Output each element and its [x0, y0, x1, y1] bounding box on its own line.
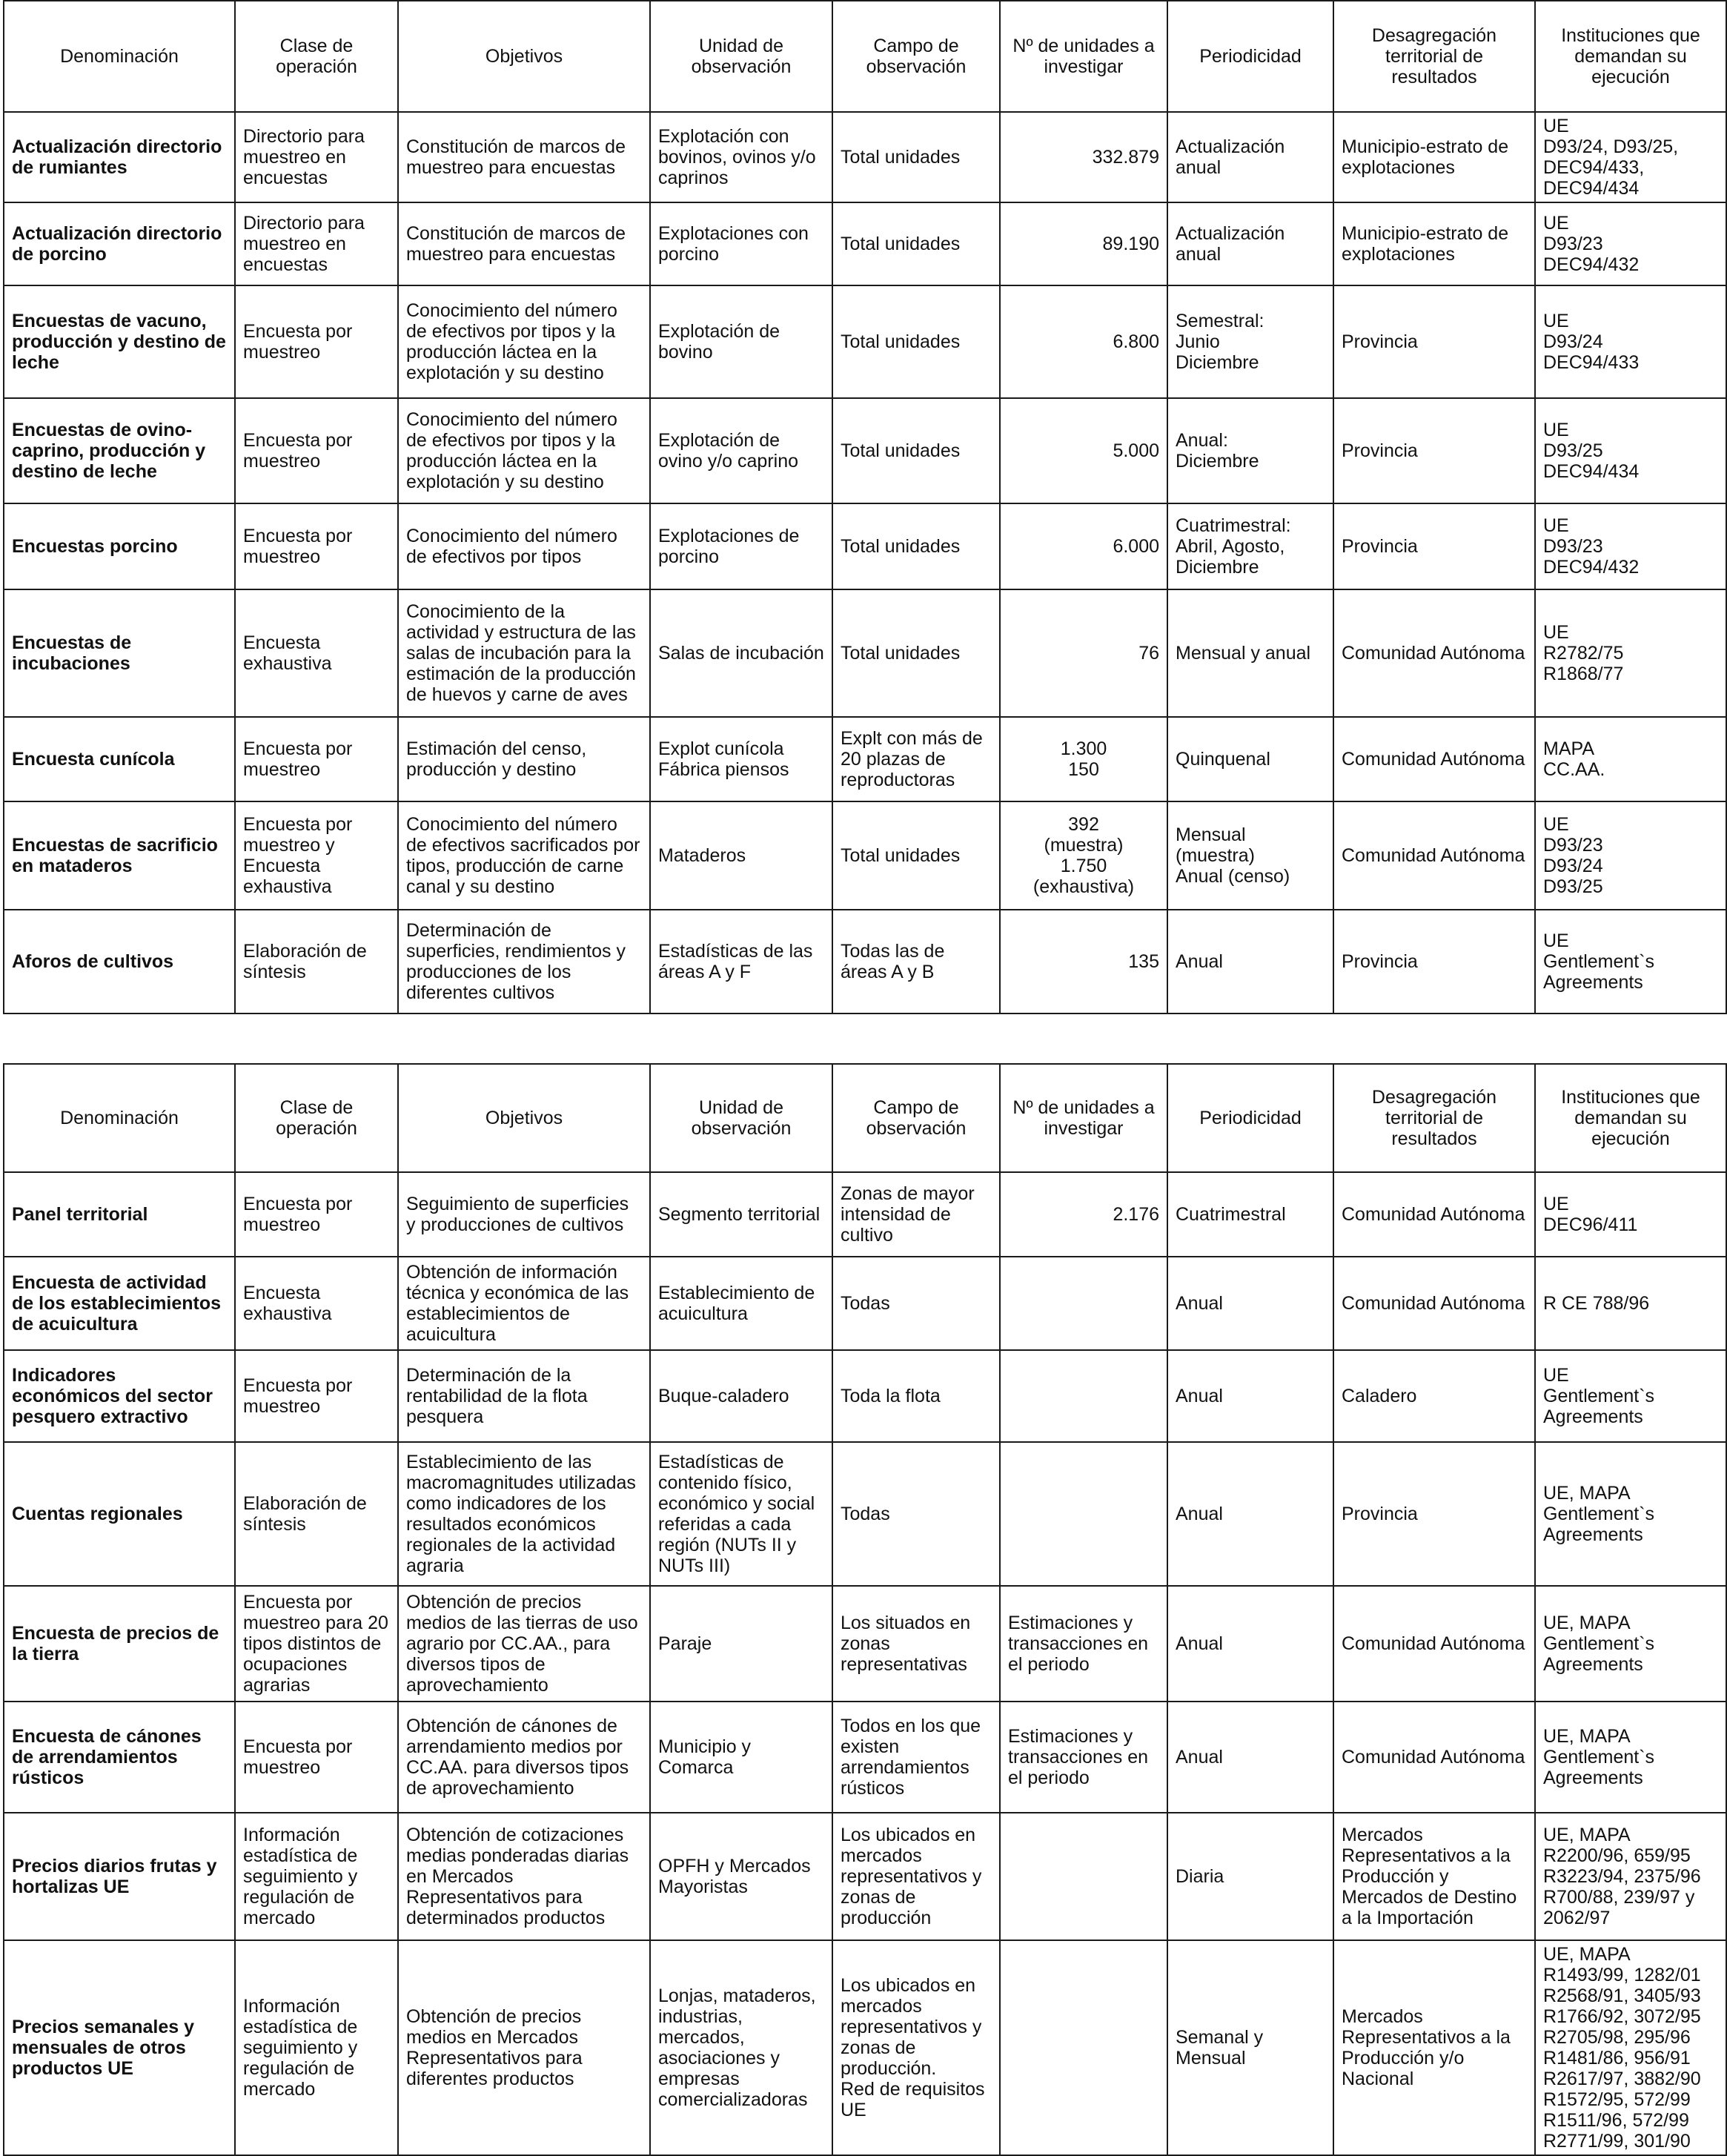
num-unidades-cell: 2.176 — [1000, 1172, 1167, 1257]
header-cell: Clase de operación — [235, 1, 398, 112]
denominacion-cell: Cuentas regionales — [4, 1442, 235, 1586]
instituciones-cell: UE DEC96/411 — [1535, 1172, 1726, 1257]
campo-cell: Total unidades — [832, 285, 1000, 398]
num-unidades-cell: 332.879 — [1000, 112, 1167, 202]
desagregacion-cell: Comunidad Autónoma — [1333, 1702, 1535, 1813]
desagregacion-cell: Mercados Representativos a la Producción y/o Nacional — [1333, 1940, 1535, 2155]
periodicidad-cell: Anual — [1167, 1702, 1333, 1813]
unidad-cell: Explot cunícola Fábrica piensos — [650, 717, 832, 801]
periodicidad-cell: Anual — [1167, 910, 1333, 1013]
unidad-cell: Explotaciones de porcino — [650, 503, 832, 589]
clase-cell: Información estadística de seguimiento y regulación de mercado — [235, 1813, 398, 1940]
unidad-cell: OPFH y Mercados Mayoristas — [650, 1813, 832, 1940]
desagregacion-cell: Caladero — [1333, 1350, 1535, 1442]
table-row — [4, 285, 1726, 398]
header-cell: Denominación — [4, 1, 235, 112]
instituciones-cell: UE D93/24 DEC94/433 — [1535, 285, 1726, 398]
header-cell: Unidad de observación — [650, 1064, 832, 1172]
campo-cell: Total unidades — [832, 589, 1000, 717]
objetivos-cell: Determinación de superficies, rendimientos y producciones de los diferentes cultivos — [398, 910, 650, 1013]
header-cell: Unidad de observación — [650, 1, 832, 112]
clase-cell: Elaboración de síntesis — [235, 910, 398, 1013]
clase-cell: Encuesta por muestreo y Encuesta exhaustiva — [235, 801, 398, 910]
header-cell: Objetivos — [398, 1, 650, 112]
num-unidades-cell: 392 (muestra) 1.750 (exhaustiva) — [1000, 801, 1167, 910]
objetivos-cell: Conocimiento del número de efectivos por tipos — [398, 503, 650, 589]
unidad-cell: Municipio y Comarca — [650, 1702, 832, 1813]
campo-cell: Total unidades — [832, 398, 1000, 503]
header-cell: Clase de operación — [235, 1064, 398, 1172]
table-row — [4, 1350, 1726, 1442]
campo-cell: Los ubicados en mercados representativos y zonas de producción. Red de requisitos UE — [832, 1940, 1000, 2155]
instituciones-cell: UE D93/23 DEC94/432 — [1535, 202, 1726, 285]
table-row — [4, 202, 1726, 285]
table-row — [4, 1172, 1726, 1257]
campo-cell: Explt con más de 20 plazas de reproductoras — [832, 717, 1000, 801]
instituciones-cell: UE D93/25 DEC94/434 — [1535, 398, 1726, 503]
statistics-table-1 — [3, 0, 1727, 1014]
objetivos-cell: Conocimiento del número de efectivos por tipos y la producción láctea en la explotación y su destino — [398, 285, 650, 398]
num-unidades-cell: 6.000 — [1000, 503, 1167, 589]
unidad-cell: Lonjas, mataderos, industrias, mercados, asociaciones y empresas comercializadoras — [650, 1940, 832, 2155]
objetivos-cell: Conocimiento del número de efectivos sacrificados por tipos, producción de carne canal y su destino — [398, 801, 650, 910]
unidad-cell: Establecimiento de acuicultura — [650, 1257, 832, 1350]
table-row — [4, 1940, 1726, 2155]
num-unidades-cell: 89.190 — [1000, 202, 1167, 285]
instituciones-cell: UE D93/24, D93/25, DEC94/433, DEC94/434 — [1535, 112, 1726, 202]
periodicidad-cell: Mensual (muestra) Anual (censo) — [1167, 801, 1333, 910]
num-unidades-cell — [1000, 1813, 1167, 1940]
clase-cell: Directorio para muestreo en encuestas — [235, 202, 398, 285]
unidad-cell: Paraje — [650, 1586, 832, 1702]
denominacion-cell: Aforos de cultivos — [4, 910, 235, 1013]
num-unidades-cell: 135 — [1000, 910, 1167, 1013]
objetivos-cell: Determinación de la rentabilidad de la flota pesquera — [398, 1350, 650, 1442]
periodicidad-cell: Anual — [1167, 1350, 1333, 1442]
denominacion-cell: Precios diarios frutas y hortalizas UE — [4, 1813, 235, 1940]
periodicidad-cell: Anual: Diciembre — [1167, 398, 1333, 503]
table-row — [4, 1702, 1726, 1813]
instituciones-cell: UE D93/23 D93/24 D93/25 — [1535, 801, 1726, 910]
num-unidades-cell: 5.000 — [1000, 398, 1167, 503]
table-row — [4, 1586, 1726, 1702]
objetivos-cell: Estimación del censo, producción y destino — [398, 717, 650, 801]
header-cell: Denominación — [4, 1064, 235, 1172]
campo-cell: Todas las de áreas A y B — [832, 910, 1000, 1013]
periodicidad-cell: Mensual y anual — [1167, 589, 1333, 717]
table-row — [4, 112, 1726, 202]
instituciones-cell: UE Gentlement`s Agreements — [1535, 1350, 1726, 1442]
instituciones-cell: UE, MAPA R2200/96, 659/95 R3223/94, 2375/96 R700/88, 239/97 y 2062/97 — [1535, 1813, 1726, 1940]
denominacion-cell: Panel territorial — [4, 1172, 235, 1257]
denominacion-cell: Encuesta de precios de la tierra — [4, 1586, 235, 1702]
campo-cell: Todas — [832, 1257, 1000, 1350]
instituciones-cell: UE R2782/75 R1868/77 — [1535, 589, 1726, 717]
periodicidad-cell: Diaria — [1167, 1813, 1333, 1940]
denominacion-cell: Encuestas porcino — [4, 503, 235, 589]
denominacion-cell: Actualización directorio de porcino — [4, 202, 235, 285]
campo-cell: Total unidades — [832, 112, 1000, 202]
denominacion-cell: Encuestas de ovino-caprino, producción y destino de leche — [4, 398, 235, 503]
objetivos-cell: Obtención de información técnica y económica de las establecimientos de acuicultura — [398, 1257, 650, 1350]
header-row — [4, 1064, 1726, 1172]
instituciones-cell: UE D93/23 DEC94/432 — [1535, 503, 1726, 589]
num-unidades-cell — [1000, 1257, 1167, 1350]
desagregacion-cell: Comunidad Autónoma — [1333, 1257, 1535, 1350]
periodicidad-cell: Cuatrimestral — [1167, 1172, 1333, 1257]
denominacion-cell: Precios semanales y mensuales de otros productos UE — [4, 1940, 235, 2155]
denominacion-cell: Encuesta de cánones de arrendamientos rústicos — [4, 1702, 235, 1813]
clase-cell: Encuesta por muestreo — [235, 285, 398, 398]
table-row — [4, 1257, 1726, 1350]
instituciones-cell: R CE 788/96 — [1535, 1257, 1726, 1350]
unidad-cell: Explotación de bovino — [650, 285, 832, 398]
header-cell: Periodicidad — [1167, 1, 1333, 112]
unidad-cell: Mataderos — [650, 801, 832, 910]
unidad-cell: Estadísticas de contenido físico, económico y social referidas a cada región (NUTs II y NUTs III) — [650, 1442, 832, 1586]
instituciones-cell: UE, MAPA Gentlement`s Agreements — [1535, 1702, 1726, 1813]
table-row — [4, 717, 1726, 801]
periodicidad-cell: Semanal y Mensual — [1167, 1940, 1333, 2155]
objetivos-cell: Constitución de marcos de muestreo para encuestas — [398, 112, 650, 202]
num-unidades-cell: 6.800 — [1000, 285, 1167, 398]
num-unidades-cell: 76 — [1000, 589, 1167, 717]
desagregacion-cell: Comunidad Autónoma — [1333, 1172, 1535, 1257]
objetivos-cell: Establecimiento de las macromagnitudes utilizadas como indicadores de los resultados económicos regionales de la actividad agraria — [398, 1442, 650, 1586]
clase-cell: Encuesta por muestreo — [235, 503, 398, 589]
unidad-cell: Explotación con bovinos, ovinos y/o caprinos — [650, 112, 832, 202]
table-row — [4, 910, 1726, 1013]
denominacion-cell: Encuestas de incubaciones — [4, 589, 235, 717]
denominacion-cell: Encuesta cunícola — [4, 717, 235, 801]
instituciones-cell: UE, MAPA Gentlement`s Agreements — [1535, 1586, 1726, 1702]
header-cell: Nº de unidades a investigar — [1000, 1064, 1167, 1172]
unidad-cell: Buque-caladero — [650, 1350, 832, 1442]
clase-cell: Directorio para muestreo en encuestas — [235, 112, 398, 202]
denominacion-cell: Indicadores económicos del sector pesquero extractivo — [4, 1350, 235, 1442]
periodicidad-cell: Anual — [1167, 1257, 1333, 1350]
campo-cell: Todas — [832, 1442, 1000, 1586]
clase-cell: Encuesta por muestreo — [235, 1702, 398, 1813]
header-cell: Campo de observación — [832, 1, 1000, 112]
denominacion-cell: Encuestas de sacrificio en mataderos — [4, 801, 235, 910]
desagregacion-cell: Municipio-estrato de explotaciones — [1333, 202, 1535, 285]
num-unidades-cell: 1.300 150 — [1000, 717, 1167, 801]
num-unidades-cell: Estimaciones y transacciones en el periodo — [1000, 1586, 1167, 1702]
clase-cell: Información estadística de seguimiento y regulación de mercado — [235, 1940, 398, 2155]
denominacion-cell: Actualización directorio de rumiantes — [4, 112, 235, 202]
clase-cell: Encuesta exhaustiva — [235, 589, 398, 717]
unidad-cell: Explotación de ovino y/o caprino — [650, 398, 832, 503]
campo-cell: Todos en los que existen arrendamientos rústicos — [832, 1702, 1000, 1813]
header-cell: Nº de unidades a investigar — [1000, 1, 1167, 112]
table-row — [4, 589, 1726, 717]
header-cell: Instituciones que demandan su ejecución — [1535, 1, 1726, 112]
periodicidad-cell: Quinquenal — [1167, 717, 1333, 801]
table-row — [4, 1813, 1726, 1940]
periodicidad-cell: Cuatrimestral: Abril, Agosto, Diciembre — [1167, 503, 1333, 589]
instituciones-cell: MAPA CC.AA. — [1535, 717, 1726, 801]
table-row — [4, 398, 1726, 503]
desagregacion-cell: Comunidad Autónoma — [1333, 801, 1535, 910]
clase-cell: Encuesta por muestreo para 20 tipos distintos de ocupaciones agrarias — [235, 1586, 398, 1702]
periodicidad-cell: Semestral: Junio Diciembre — [1167, 285, 1333, 398]
header-cell: Desagregación territorial de resultados — [1333, 1064, 1535, 1172]
instituciones-cell: UE, MAPA R1493/99, 1282/01 R2568/91, 3405/93 R1766/92, 3072/95 R2705/98, 295/96 R1481/86, 956/91 R2617/97, 3882/90 R1572/95, 572/99 R1511/96, 572/99 R2771/99, 301/90 — [1535, 1940, 1726, 2155]
campo-cell: Total unidades — [832, 801, 1000, 910]
clase-cell: Encuesta por muestreo — [235, 1350, 398, 1442]
table-row — [4, 503, 1726, 589]
campo-cell: Los ubicados en mercados representativos y zonas de producción — [832, 1813, 1000, 1940]
desagregacion-cell: Provincia — [1333, 285, 1535, 398]
clase-cell: Encuesta por muestreo — [235, 717, 398, 801]
denominacion-cell: Encuestas de vacuno, producción y destino de leche — [4, 285, 235, 398]
header-cell: Campo de observación — [832, 1064, 1000, 1172]
periodicidad-cell: Anual — [1167, 1586, 1333, 1702]
desagregacion-cell: Municipio-estrato de explotaciones — [1333, 112, 1535, 202]
header-row — [4, 1, 1726, 112]
num-unidades-cell — [1000, 1442, 1167, 1586]
desagregacion-cell: Provincia — [1333, 1442, 1535, 1586]
desagregacion-cell: Provincia — [1333, 910, 1535, 1013]
objetivos-cell: Obtención de precios medios de las tierras de uso agrario por CC.AA., para diversos tipos de aprovechamiento — [398, 1586, 650, 1702]
campo-cell: Toda la flota — [832, 1350, 1000, 1442]
objetivos-cell: Constitución de marcos de muestreo para encuestas — [398, 202, 650, 285]
clase-cell: Elaboración de síntesis — [235, 1442, 398, 1586]
header-cell: Desagregación territorial de resultados — [1333, 1, 1535, 112]
table-row — [4, 1442, 1726, 1586]
campo-cell: Zonas de mayor intensidad de cultivo — [832, 1172, 1000, 1257]
objetivos-cell: Conocimiento de la actividad y estructura de las salas de incubación para la estimación de la producción de huevos y carne de aves — [398, 589, 650, 717]
unidad-cell: Estadísticas de las áreas A y F — [650, 910, 832, 1013]
desagregacion-cell: Comunidad Autónoma — [1333, 717, 1535, 801]
unidad-cell: Segmento territorial — [650, 1172, 832, 1257]
objetivos-cell: Obtención de cánones de arrendamiento medios por CC.AA. para diversos tipos de aprovechamiento — [398, 1702, 650, 1813]
unidad-cell: Explotaciones con porcino — [650, 202, 832, 285]
clase-cell: Encuesta exhaustiva — [235, 1257, 398, 1350]
objetivos-cell: Conocimiento del número de efectivos por tipos y la producción láctea en la explotación y su destino — [398, 398, 650, 503]
clase-cell: Encuesta por muestreo — [235, 1172, 398, 1257]
desagregacion-cell: Provincia — [1333, 503, 1535, 589]
header-cell: Periodicidad — [1167, 1064, 1333, 1172]
instituciones-cell: UE, MAPA Gentlement`s Agreements — [1535, 1442, 1726, 1586]
header-cell: Instituciones que demandan su ejecución — [1535, 1064, 1726, 1172]
instituciones-cell: UE Gentlement`s Agreements — [1535, 910, 1726, 1013]
objetivos-cell: Obtención de precios medios en Mercados Representativos para diferentes productos — [398, 1940, 650, 2155]
campo-cell: Total unidades — [832, 202, 1000, 285]
clase-cell: Encuesta por muestreo — [235, 398, 398, 503]
desagregacion-cell: Comunidad Autónoma — [1333, 589, 1535, 717]
objetivos-cell: Seguimiento de superficies y producciones de cultivos — [398, 1172, 650, 1257]
num-unidades-cell — [1000, 1350, 1167, 1442]
periodicidad-cell: Actualización anual — [1167, 112, 1333, 202]
unidad-cell: Salas de incubación — [650, 589, 832, 717]
periodicidad-cell: Actualización anual — [1167, 202, 1333, 285]
statistics-table-2 — [3, 1063, 1727, 2156]
desagregacion-cell: Provincia — [1333, 398, 1535, 503]
num-unidades-cell — [1000, 1940, 1167, 2155]
desagregacion-cell: Comunidad Autónoma — [1333, 1586, 1535, 1702]
header-cell: Objetivos — [398, 1064, 650, 1172]
num-unidades-cell: Estimaciones y transacciones en el periodo — [1000, 1702, 1167, 1813]
desagregacion-cell: Mercados Representativos a la Producción y Mercados de Destino a la Importación — [1333, 1813, 1535, 1940]
table-row — [4, 801, 1726, 910]
periodicidad-cell: Anual — [1167, 1442, 1333, 1586]
campo-cell: Los situados en zonas representativas — [832, 1586, 1000, 1702]
objetivos-cell: Obtención de cotizaciones medias ponderadas diarias en Mercados Representativos para determinados productos — [398, 1813, 650, 1940]
campo-cell: Total unidades — [832, 503, 1000, 589]
denominacion-cell: Encuesta de actividad de los establecimientos de acuicultura — [4, 1257, 235, 1350]
